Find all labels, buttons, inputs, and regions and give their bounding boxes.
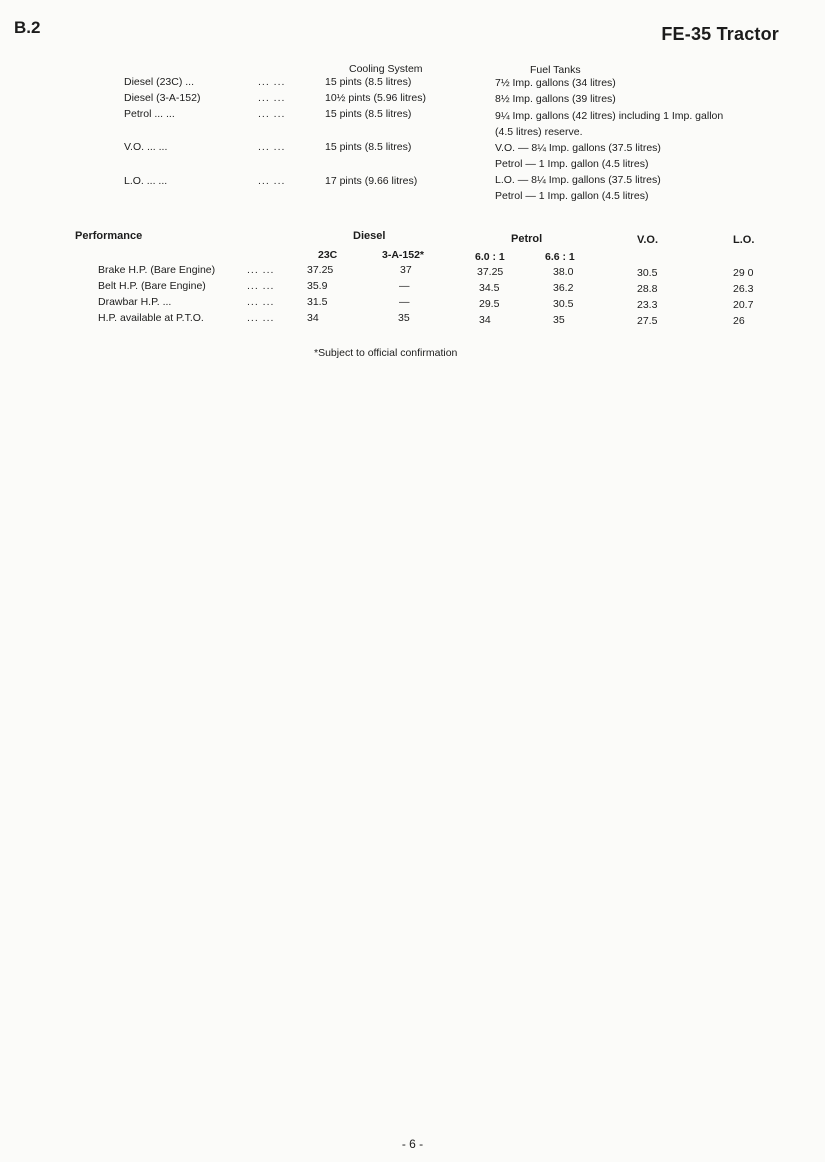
perf-value: 37.25: [307, 264, 334, 276]
footnote: *Subject to official confirmation: [314, 347, 458, 359]
section-number: B.2: [14, 18, 41, 37]
fuel-line: Petrol — 1 Imp. gallon (4.5 litres): [495, 190, 649, 202]
perf-value: 23.3: [637, 299, 658, 311]
cooling-value: 10½ pints (5.96 litres): [325, 92, 426, 104]
cooling-value: 15 pints (8.5 litres): [325, 76, 412, 88]
perf-value: 27.5: [637, 315, 658, 327]
subheader-3a152: 3-A-152*: [382, 249, 425, 261]
perf-value: 35: [398, 312, 410, 324]
perf-leader-dots: ... ...: [247, 264, 275, 276]
cooling-value: 15 pints (8.5 litres): [325, 108, 412, 120]
subheader-23c: 23C: [318, 249, 338, 261]
fuel-line: L.O. — 8¼ Imp. gallons (37.5 litres): [495, 174, 661, 186]
perf-value: 26.3: [733, 283, 754, 295]
perf-leader-dots: ... ...: [247, 312, 275, 324]
perf-value: 34.5: [479, 282, 500, 294]
perf-value: 29 0: [733, 267, 754, 279]
perf-value: 35.9: [307, 280, 328, 292]
perf-label-brake-hp: Brake H.P. (Bare Engine): [98, 264, 216, 276]
perf-value: 35: [553, 314, 565, 326]
fuel-line: 9¼ Imp. gallons (42 litres) including 1 Imp. gallon: [495, 110, 724, 122]
fuel-tanks-heading: Fuel Tanks: [530, 64, 581, 76]
perf-value: 38.0: [553, 266, 574, 278]
capacity-leader-dots: ... ...: [258, 108, 286, 120]
perf-value: 30.5: [553, 298, 574, 310]
fuel-line: Petrol — 1 Imp. gallon (4.5 litres): [495, 158, 649, 170]
perf-value: 28.8: [637, 283, 658, 295]
cooling-value: 17 pints (9.66 litres): [325, 175, 418, 187]
capacity-label-lo: L.O. ... ...: [124, 175, 168, 187]
capacity-leader-dots: ... ...: [258, 141, 286, 153]
lo-group-header: L.O.: [733, 234, 755, 246]
petrol-group-header: Petrol: [511, 233, 543, 245]
cooling-system-heading: Cooling System: [349, 63, 423, 75]
page-title: FE-35 Tractor: [661, 24, 779, 44]
perf-value: 30.5: [637, 267, 658, 279]
perf-value: 36.2: [553, 282, 574, 294]
perf-value: 20.7: [733, 299, 754, 311]
page-number: - 6 -: [401, 1137, 424, 1151]
capacity-label-vo: V.O. ... ...: [124, 141, 168, 153]
perf-value: 31.5: [307, 296, 328, 308]
capacity-label-diesel-3a152: Diesel (3-A-152): [124, 92, 201, 104]
capacity-label-diesel-23c: Diesel (23C) ...: [124, 76, 195, 88]
fuel-line: 8½ Imp. gallons (39 litres): [495, 93, 616, 105]
perf-label-belt-hp: Belt H.P. (Bare Engine): [98, 280, 206, 292]
capacity-label-petrol: Petrol ... ...: [124, 108, 175, 120]
perf-value: —: [399, 296, 410, 308]
perf-value: 37: [400, 264, 412, 276]
cooling-value: 15 pints (8.5 litres): [325, 141, 412, 153]
perf-label-drawbar-hp: Drawbar H.P. ...: [98, 296, 172, 308]
subheader-6-0-ratio: 6.0 : 1: [475, 251, 505, 263]
capacity-leader-dots: ... ...: [258, 76, 286, 88]
performance-heading: Performance: [75, 230, 143, 242]
fuel-line: (4.5 litres) reserve.: [495, 126, 583, 138]
perf-value: 29.5: [479, 298, 500, 310]
perf-label-pto-hp: H.P. available at P.T.O.: [98, 312, 204, 324]
fuel-line: 7½ Imp. gallons (34 litres): [495, 77, 616, 89]
perf-value: 34: [307, 312, 319, 324]
capacity-leader-dots: ... ...: [258, 92, 286, 104]
diesel-group-header: Diesel: [353, 230, 386, 242]
perf-leader-dots: ... ...: [247, 296, 275, 308]
perf-value: 34: [479, 314, 491, 326]
capacity-leader-dots: ... ...: [258, 175, 286, 187]
perf-leader-dots: ... ...: [247, 280, 275, 292]
perf-value: 26: [733, 315, 745, 327]
vo-group-header: V.O.: [637, 234, 658, 246]
perf-value: 37.25: [477, 266, 504, 278]
perf-value: —: [399, 280, 410, 292]
fuel-line: V.O. — 8¼ Imp. gallons (37.5 litres): [495, 142, 661, 154]
subheader-6-6-ratio: 6.6 : 1: [545, 251, 575, 263]
